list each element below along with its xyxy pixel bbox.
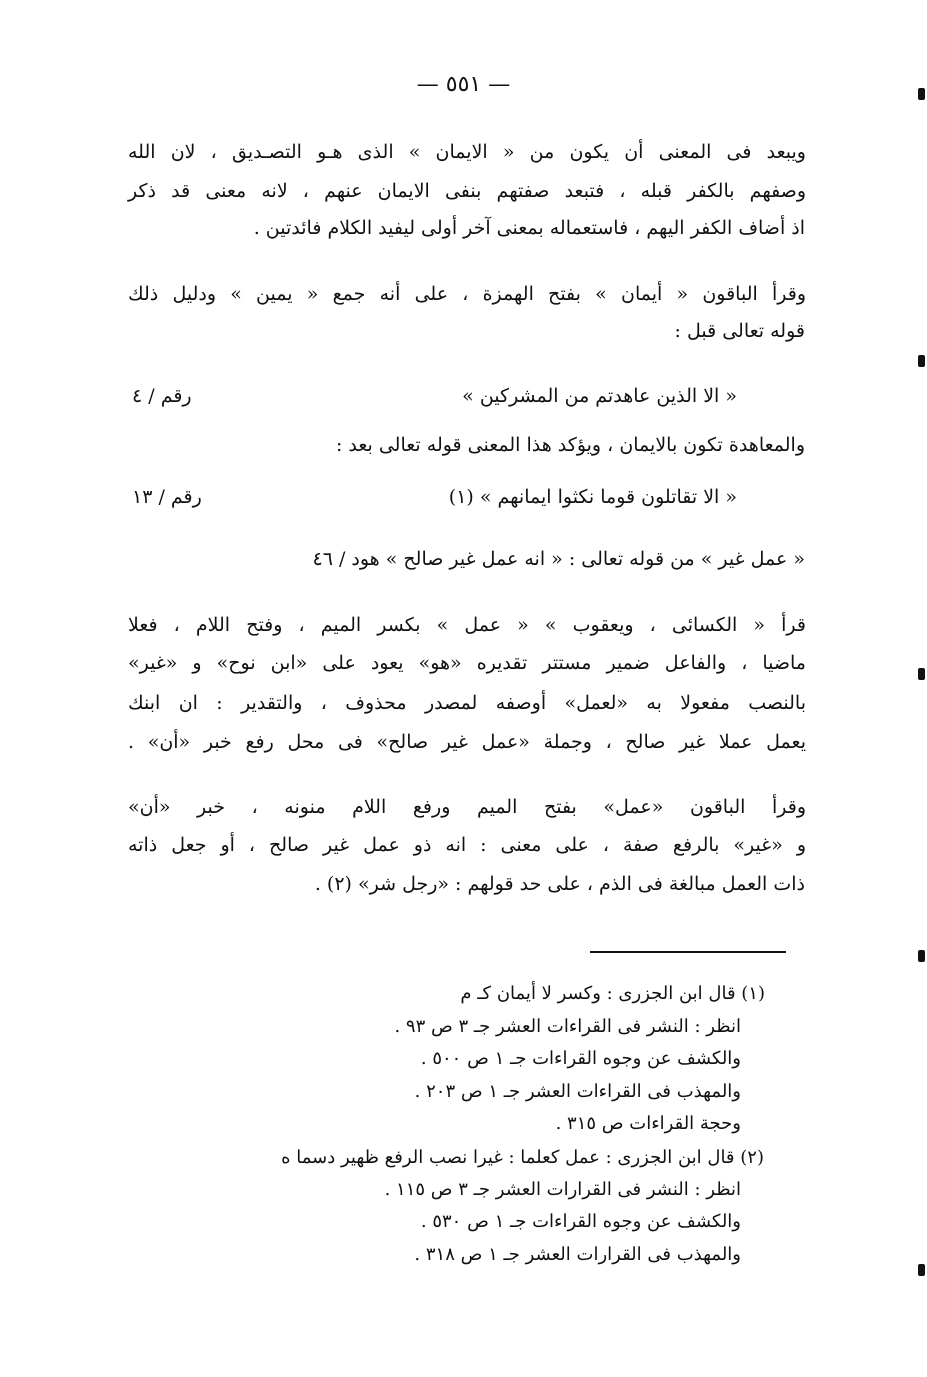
footnote-line: انظر : النشر فى القرارات العشر جـ ٣ ص ١١٥ . (384, 1179, 741, 1200)
body-line: وقرأ الباقون « أيمان » بفتح الهمزة ، على أنه جمع « يمين » ودليل ذلك (128, 283, 806, 305)
body-line: وقرأ الباقون «عمل» بفتح الميم ورفع اللام منونه ، خبر «أن» (128, 796, 806, 818)
body-line: وصفهم بالكفر قبله ، فتبعد صفتهم بنفى الايمان عنهم ، لانه معنى قد ذكر (128, 180, 806, 202)
footnote-separator (590, 951, 786, 953)
footnote-line: والمهذب فى القرارات العشر جـ ١ ص ٣١٨ . (414, 1244, 741, 1265)
binding-mark (918, 950, 925, 962)
quran-verse: « الا الذين عاهدتم من المشركين » (462, 385, 737, 407)
footnote-line: (٢) قال ابن الجزرى : عمل كعلما : غيرا نصب الرفع ظهير دسما ه (281, 1147, 764, 1168)
section-heading: « عمل غير » من قوله تعالى : « انه عمل غير صالح » هود / ٤٦ (312, 548, 805, 570)
body-line: ماضيا ، والفاعل ضمير مستتر تقديره «هو» يعود على «ابن نوح» و «غير» (128, 652, 806, 674)
body-line: و «غير» بالرفع صفة ، على معنى : انه ذو عمل غير صالح ، أو جعل ذاته (128, 834, 806, 856)
footnote-line: انظر : النشر فى القراءات العشر جـ ٣ ص ٩٣ . (394, 1016, 741, 1037)
body-line: قوله تعالى قبل : (674, 320, 805, 342)
body-line: والمعاهدة تكون بالايمان ، ويؤكد هذا المعنى قوله تعالى بعد : (335, 434, 805, 456)
body-line: قرأ « الكسائى ، ويعقوب » « عمل » بكسر الميم ، وفتح اللام ، فعلا (128, 614, 806, 636)
binding-mark (918, 355, 925, 367)
body-line: اذ أضاف الكفر اليهم ، فاستعماله بمعنى آخر أولى ليفيد الكلام فائدتين . (253, 217, 805, 239)
footnote-line: والكشف عن وجوه القراءات جـ ١ ص ٥٣٠ . (420, 1211, 741, 1232)
footnote-line: وحجة القراءات ص ٣١٥ . (555, 1113, 741, 1134)
page-number: — ٥٥١ — (416, 72, 511, 97)
body-line: بالنصب مفعولا به «لعمل» أوصفه لمصدر محذوف ، والتقدير : ان ابنك (128, 692, 806, 714)
footnote-line: (١) قال ابن الجزرى : وكسر لا أيمان كـ م (460, 983, 765, 1004)
verse-reference: رقم / ١٣ (132, 486, 202, 508)
body-line: ويبعد فى المعنى أن يكون من « الايمان » الذى هـو التصـديق ، لان الله (128, 141, 806, 163)
body-line: يعمل عملا غير صالح ، وجملة «عمل غير صالح» فى محل رفع خبر «أن» . (128, 731, 806, 753)
quran-verse: « الا تقاتلون قوما نكثوا ايمانهم » (١) (448, 486, 737, 508)
binding-mark (918, 668, 925, 680)
footnote-line: والكشف عن وجوه القراءات جـ ١ ص ٥٠٠ . (420, 1048, 741, 1069)
footnote-line: والمهذب فى القراءات العشر جـ ١ ص ٢٠٣ . (414, 1081, 741, 1102)
body-line: ذات العمل مبالغة فى الذم ، على حد قولهم : «رجل شر» (٢) . (314, 873, 805, 895)
binding-mark (918, 1264, 925, 1276)
binding-mark (918, 88, 925, 100)
verse-reference: رقم / ٤ (132, 385, 192, 407)
